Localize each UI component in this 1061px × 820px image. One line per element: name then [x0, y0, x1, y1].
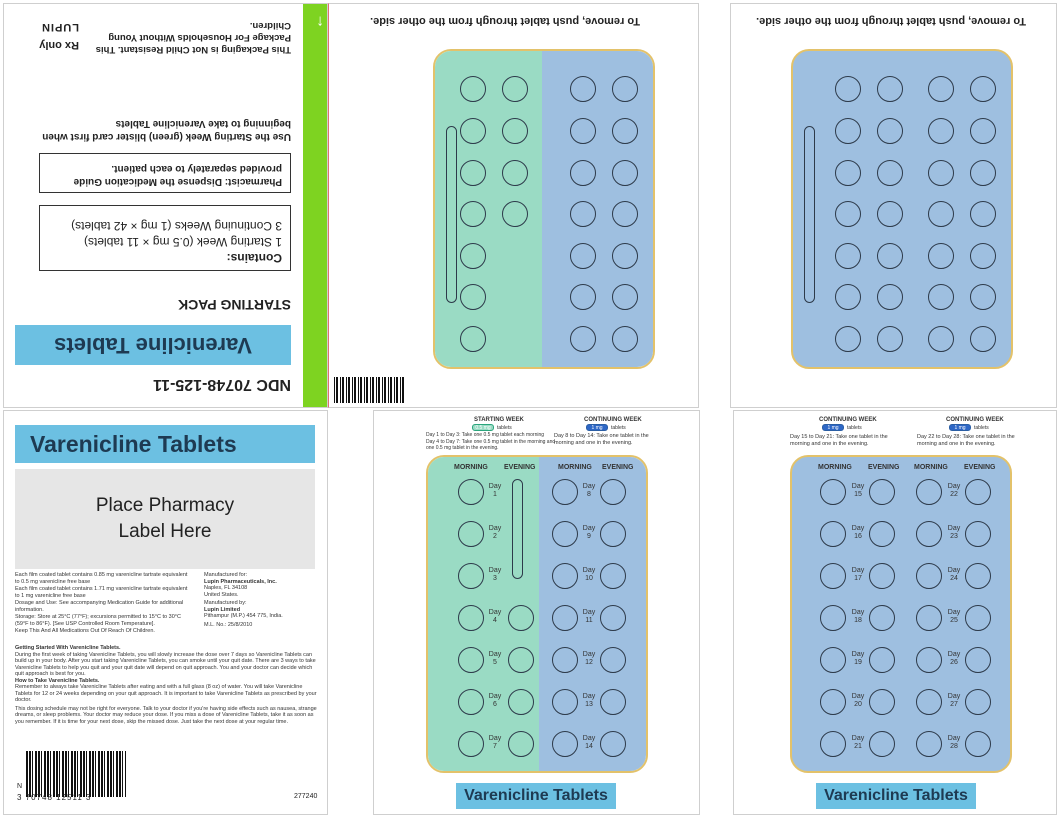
dosage-use: Dosage and Use: See accompanying Medication Guide for additional information. — [15, 600, 184, 613]
morning-pocket-day-22[interactable] — [916, 479, 942, 505]
day-word: Day — [851, 567, 865, 574]
day-label-14 — [578, 735, 600, 751]
blister-pocket[interactable] — [502, 160, 528, 186]
day-word: Day — [488, 567, 502, 574]
continuing-chip-text: 1 mg — [591, 425, 603, 431]
day-number: 1 — [493, 491, 497, 498]
evening-pocket-day-14[interactable] — [600, 731, 626, 757]
upc-barcode — [26, 751, 126, 797]
blister-pocket[interactable] — [612, 243, 638, 269]
day-number: 20 — [854, 701, 862, 708]
pharmacy-label-area — [15, 469, 315, 569]
day-word: Day — [488, 483, 502, 490]
evening-pocket-day-4[interactable] — [508, 605, 534, 631]
blister-pocket[interactable] — [835, 201, 861, 227]
pharmacy-label-text: Place Pharmacy Label Here — [95, 495, 235, 542]
card-footer-title: Varenicline Tablets — [456, 783, 616, 809]
card-back-rotated-1 — [329, 4, 699, 408]
day-word: Day — [947, 735, 961, 742]
morning-label-right: MORNING — [558, 464, 592, 471]
blister-pocket[interactable] — [612, 284, 638, 310]
arrow-icon: ↑ — [316, 13, 324, 30]
getting-started-title: Getting Started With Varenicline Tablets. — [15, 645, 121, 651]
day-word: Day — [851, 735, 865, 742]
blister-pocket[interactable] — [970, 118, 996, 144]
day-word: Day — [851, 609, 865, 616]
day-number: 17 — [854, 575, 862, 582]
mfd-by-label: Manufactured by: — [204, 600, 247, 606]
blister-card-back-1 — [433, 49, 655, 369]
morning-pocket-day-26[interactable] — [916, 647, 942, 673]
morning-pocket-day-25[interactable] — [916, 605, 942, 631]
blister-pocket[interactable] — [970, 76, 996, 102]
evening-label-b: EVENING — [964, 464, 996, 471]
evening-pocket-day-23[interactable] — [965, 521, 991, 547]
carton-back-panel — [3, 410, 328, 815]
morning-pocket-day-27[interactable] — [916, 689, 942, 715]
day-number: 25 — [950, 617, 958, 624]
day-number: 5 — [493, 659, 497, 666]
blister-pocket[interactable] — [612, 326, 638, 352]
back-title-banner: Varenicline Tablets — [15, 425, 315, 463]
day-label-26 — [943, 651, 965, 667]
day-label-3 — [484, 567, 506, 583]
blister-pocket[interactable] — [970, 243, 996, 269]
morning-pocket-day-24[interactable] — [916, 563, 942, 589]
schedule-note: This dosing schedule may not be right for everyone. Talk to your doctor if you're having side effects such as nausea, strange dreams, or sleep problems. Your doctor may reduce your dose. If you miss a dose of Varenicline Tablets, take it as soon as you remember. If it is time for your next dose, skip the missed dose. Just take the next dose at your regular time. — [15, 705, 317, 725]
blister-slot — [446, 126, 457, 303]
evening-pocket-day-11[interactable] — [600, 605, 626, 631]
day-label-7 — [484, 735, 506, 751]
day-label-6 — [484, 693, 506, 709]
continuing-chip — [586, 424, 608, 431]
morning-pocket-day-13[interactable] — [552, 689, 578, 715]
composition-1: Each film coated tablet contains 0.85 mg varenicline tartrate equivalent to 0.5 mg varenicline free base — [15, 572, 188, 585]
day-label-5 — [484, 651, 506, 667]
blister-pocket[interactable] — [612, 76, 638, 102]
card-front-panel-2 — [733, 410, 1057, 815]
blister-pocket[interactable] — [502, 118, 528, 144]
blister-pocket[interactable] — [460, 76, 486, 102]
morning-pocket-day-19[interactable] — [820, 647, 846, 673]
blister-pocket[interactable] — [835, 76, 861, 102]
blister-pocket[interactable] — [835, 118, 861, 144]
morning-pocket-day-16[interactable] — [820, 521, 846, 547]
card-back-rotated-2 — [731, 4, 1057, 408]
day-number: 10 — [585, 575, 593, 582]
barcode-prefix: N — [17, 783, 23, 790]
child-warning: This Packaging is Not Child Resistant. This Package For Households Without Young Children. — [95, 20, 291, 55]
rx-only: Rx only — [39, 39, 79, 51]
day-number: 8 — [587, 491, 591, 498]
blister-pocket[interactable] — [928, 201, 954, 227]
blister-pocket[interactable] — [970, 160, 996, 186]
day-number: 7 — [493, 743, 497, 750]
evening-blank-slot — [512, 479, 523, 579]
day-label-13 — [578, 693, 600, 709]
evening-pocket-day-28[interactable] — [965, 731, 991, 757]
evening-pocket-day-10[interactable] — [600, 563, 626, 589]
day-word: Day — [582, 525, 596, 532]
day-label-21 — [847, 735, 869, 751]
blister-pocket[interactable] — [460, 118, 486, 144]
remove-instruction-2: To remove, push tablet through from the other side. — [756, 15, 1026, 27]
blister-slot — [804, 126, 815, 303]
blister-card-front-1 — [426, 455, 648, 773]
evening-label-a: EVENING — [868, 464, 900, 471]
day-label-16 — [847, 525, 869, 541]
day-word: Day — [488, 525, 502, 532]
blister-pocket[interactable] — [570, 326, 596, 352]
blister-pocket[interactable] — [460, 243, 486, 269]
card-back-panel-1 — [328, 3, 699, 408]
contains-line-1: 1 Starting Week (0.5 mg × 11 tablets) — [84, 235, 282, 249]
day-label-1 — [484, 483, 506, 499]
evening-pocket-day-6[interactable] — [508, 689, 534, 715]
blister-pocket[interactable] — [460, 326, 486, 352]
mfd-by-name: Lupin Limited — [204, 606, 241, 613]
evening-pocket-day-19[interactable] — [869, 647, 895, 673]
day-label-22 — [943, 483, 965, 499]
evening-label-right: EVENING — [602, 464, 634, 471]
morning-pocket-day-28[interactable] — [916, 731, 942, 757]
evening-pocket-day-15[interactable] — [869, 479, 895, 505]
day-number: 6 — [493, 701, 497, 708]
day-number: 23 — [950, 533, 958, 540]
day-label-17 — [847, 567, 869, 583]
card-footer-title-2: Varenicline Tablets — [816, 783, 976, 809]
day-number: 26 — [950, 659, 958, 666]
day-label-20 — [847, 693, 869, 709]
blister-pocket[interactable] — [928, 243, 954, 269]
day-label-23 — [943, 525, 965, 541]
continuing-chip-a-tablets: tablets — [847, 425, 862, 431]
blister-pocket[interactable] — [970, 326, 996, 352]
continuing-chip-a-text: 1 mg — [827, 425, 839, 431]
pack-type: STARTING PACK — [177, 297, 291, 313]
continuing-chip-a — [822, 424, 844, 431]
day-number: 11 — [585, 617, 593, 624]
mfd-by-addr: Pithampur (M.P.) 454 775, India. — [204, 613, 283, 619]
morning-label-left: MORNING — [454, 464, 488, 471]
blister-pocket[interactable] — [460, 160, 486, 186]
continuing-chip-tablets: tablets — [611, 425, 626, 431]
blister-pocket[interactable] — [877, 76, 903, 102]
morning-label-b: MORNING — [914, 464, 948, 471]
evening-pocket-day-5[interactable] — [508, 647, 534, 673]
getting-started-body: During the first week of taking Varenicline Tablets, you will slowly increase the dose over 7 days so Varenicline Tablets can build up in your body. After you start taking Varenicline Tablets, you can smoke until your quit date. There are 3 ways to take Varenicline Tablets to help you quit and your quit date will depend on quit approach. You and your doctor can decide which quit approach is best for you. — [15, 651, 316, 677]
blister-pocket[interactable] — [835, 160, 861, 186]
day-word: Day — [947, 567, 961, 574]
continuing-chip-b-text: 1 mg — [954, 425, 966, 431]
mfd-for-label: Manufactured for: — [204, 572, 248, 578]
usage-instruction: Use the Starting Week (green) blister card first when beginning to take Varenicline Tablets — [42, 118, 291, 142]
morning-pocket-day-10[interactable] — [552, 563, 578, 589]
day-4-7-note: Day 4 to Day 7: Take one 0.5 mg tablet in the morning and one 0.5 mg tablet in the evening. — [426, 439, 556, 451]
day-number: 3 — [493, 575, 497, 582]
blister-pocket[interactable] — [970, 284, 996, 310]
day-label-28 — [943, 735, 965, 751]
starting-chip-tablets: tablets — [497, 425, 512, 431]
day-number: 9 — [587, 533, 591, 540]
day-word: Day — [488, 693, 502, 700]
mfd-for-name: Lupin Pharmaceuticals, Inc. — [204, 578, 277, 585]
blister-pocket[interactable] — [460, 284, 486, 310]
blister-pocket[interactable] — [928, 284, 954, 310]
card-front-panel-1 — [373, 410, 700, 815]
manufacturer-column — [204, 572, 319, 628]
blister-pocket[interactable] — [877, 284, 903, 310]
day-number: 19 — [854, 659, 862, 666]
morning-pocket-day-14[interactable] — [552, 731, 578, 757]
day-number: 13 — [585, 701, 593, 708]
morning-pocket-day-21[interactable] — [820, 731, 846, 757]
blister-pocket[interactable] — [835, 284, 861, 310]
morning-pocket-day-15[interactable] — [820, 479, 846, 505]
evening-pocket-day-20[interactable] — [869, 689, 895, 715]
morning-pocket-day-17[interactable] — [820, 563, 846, 589]
barcode — [332, 377, 404, 403]
day-word: Day — [851, 525, 865, 532]
day-word: Day — [851, 651, 865, 658]
day-word: Day — [947, 693, 961, 700]
day-word: Day — [947, 483, 961, 490]
day-number: 21 — [854, 743, 862, 750]
day-label-15 — [847, 483, 869, 499]
barcode-digits: 3 70748 12511 3 — [17, 793, 92, 802]
day-word: Day — [488, 609, 502, 616]
day-number: 14 — [585, 743, 593, 750]
product-code: 277240 — [294, 793, 318, 800]
evening-pocket-day-22[interactable] — [965, 479, 991, 505]
blister-pocket[interactable] — [877, 243, 903, 269]
product-banner: Varenicline Tablets — [15, 325, 291, 365]
day-word: Day — [582, 651, 596, 658]
how-to-take-body: Remember to always take Varenicline Tablets after eating and with a full glass (8 oz) of water. You will take Varenicline Tablets for 12 or 24 weeks depending on your quit approach. It is important to take Varenicline Tablets as prescribed by your doctor. — [15, 684, 317, 703]
lupin-logo: LUPIN — [41, 21, 79, 33]
day-number: 15 — [854, 491, 862, 498]
evening-pocket-day-18[interactable] — [869, 605, 895, 631]
day-label-19 — [847, 651, 869, 667]
blister-pocket[interactable] — [877, 160, 903, 186]
how-to-take-title: How to Take Varenicline Tablets. — [15, 677, 100, 684]
day-word: Day — [582, 693, 596, 700]
day-word: Day — [488, 735, 502, 742]
day-number: 12 — [585, 659, 593, 666]
contains-title: Contains: — [226, 251, 282, 265]
morning-pocket-day-2[interactable] — [458, 521, 484, 547]
blister-pocket[interactable] — [570, 284, 596, 310]
contains-line-2: 3 Continuing Weeks (1 mg × 42 tablets) — [71, 219, 282, 233]
blister-pocket[interactable] — [460, 201, 486, 227]
day-number: 4 — [493, 617, 497, 624]
blister-pocket[interactable] — [502, 76, 528, 102]
evening-pocket-day-17[interactable] — [869, 563, 895, 589]
blister-pocket[interactable] — [570, 76, 596, 102]
continuing-week-header: CONTINUING WEEK — [584, 417, 642, 423]
starting-week-header: STARTING WEEK — [474, 417, 524, 423]
card-back-panel-2 — [730, 3, 1057, 408]
starting-chip-text: 0.5 mg — [475, 425, 491, 431]
mfd-for-addr-2: United States. — [204, 591, 239, 598]
day-number: 22 — [950, 491, 958, 498]
morning-pocket-day-8[interactable] — [552, 479, 578, 505]
day-label-11 — [578, 609, 600, 625]
blister-pocket[interactable] — [928, 118, 954, 144]
day-label-27 — [943, 693, 965, 709]
blister-pocket[interactable] — [970, 201, 996, 227]
green-strip — [303, 4, 328, 408]
morning-pocket-day-11[interactable] — [552, 605, 578, 631]
morning-pocket-day-20[interactable] — [820, 689, 846, 715]
day-word: Day — [582, 567, 596, 574]
evening-pocket-day-21[interactable] — [869, 731, 895, 757]
morning-pocket-day-9[interactable] — [552, 521, 578, 547]
day-label-25 — [943, 609, 965, 625]
storage: Storage: Store at 25°C (77°F); excursions permitted to 15°C to 30°C (59°F to 86°F). [See USP Controlled Room Temperature]. — [15, 614, 181, 627]
blister-card-back-2 — [791, 49, 1013, 369]
day-number: 2 — [493, 533, 497, 540]
evening-pocket-day-24[interactable] — [965, 563, 991, 589]
day-number: 27 — [950, 701, 958, 708]
day-22-28-note: Day 22 to Day 28: Take one tablet in the morning and one in the evening. — [917, 434, 1015, 447]
morning-pocket-day-23[interactable] — [916, 521, 942, 547]
day-number: 18 — [854, 617, 862, 624]
continuing-chip-b — [949, 424, 971, 431]
day-label-24 — [943, 567, 965, 583]
blister-pocket[interactable] — [612, 160, 638, 186]
day-word: Day — [488, 651, 502, 658]
evening-pocket-day-26[interactable] — [965, 647, 991, 673]
morning-pocket-day-5[interactable] — [458, 647, 484, 673]
starting-chip — [472, 424, 494, 431]
composition-column — [15, 572, 191, 635]
day-label-2 — [484, 525, 506, 541]
continuing-chip-b-tablets: tablets — [974, 425, 989, 431]
continuing-week-header-b: CONTINUING WEEK — [946, 417, 1004, 423]
contains-box — [39, 205, 291, 271]
day-number: 28 — [950, 743, 958, 750]
morning-pocket-day-18[interactable] — [820, 605, 846, 631]
blister-pocket[interactable] — [612, 201, 638, 227]
morning-pocket-day-7[interactable] — [458, 731, 484, 757]
day-label-18 — [847, 609, 869, 625]
day-label-8 — [578, 483, 600, 499]
carton-front-panel — [3, 3, 328, 408]
composition-2: Each film coated tablet contains 1.71 mg varenicline tartrate equivalent to 1 mg varenicline free base — [15, 586, 188, 599]
evening-pocket-day-25[interactable] — [965, 605, 991, 631]
blister-pocket[interactable] — [835, 326, 861, 352]
blister-pocket[interactable] — [835, 243, 861, 269]
mfd-for-addr-1: Naples, FL 34108 — [204, 585, 248, 591]
day-word: Day — [582, 609, 596, 616]
morning-pocket-day-1[interactable] — [458, 479, 484, 505]
ndc-number: NDC 70748-125-11 — [153, 376, 291, 393]
keep-out-of-reach: Keep This And All Medications Out Of Reach Of Children. — [15, 628, 155, 634]
evening-pocket-day-27[interactable] — [965, 689, 991, 715]
day-8-14-note: Day 8 to Day 14: Take one tablet in the morning and one in the evening. — [554, 433, 649, 446]
blister-pocket[interactable] — [570, 160, 596, 186]
blister-card-front-2 — [790, 455, 1012, 773]
day-15-21-note: Day 15 to Day 21: Take one tablet in the morning and one in the evening. — [790, 434, 888, 447]
day-word: Day — [582, 735, 596, 742]
day-word: Day — [947, 651, 961, 658]
blister-pocket[interactable] — [570, 243, 596, 269]
morning-label-a: MORNING — [818, 464, 852, 471]
evening-pocket-day-16[interactable] — [869, 521, 895, 547]
blister-pocket[interactable] — [928, 76, 954, 102]
blister-pocket[interactable] — [570, 201, 596, 227]
carton-front-rotated — [4, 4, 328, 408]
evening-label-left: EVENING — [504, 464, 536, 471]
pharmacist-text: Pharmacist: Dispense the Medication Guide provided separately to each patient. — [73, 163, 282, 187]
evening-pocket-day-7[interactable] — [508, 731, 534, 757]
day-label-4 — [484, 609, 506, 625]
blister-pocket[interactable] — [612, 118, 638, 144]
day-label-9 — [578, 525, 600, 541]
day-label-12 — [578, 651, 600, 667]
morning-pocket-day-12[interactable] — [552, 647, 578, 673]
blister-pocket[interactable] — [877, 118, 903, 144]
instructions-block — [15, 645, 319, 725]
day-word: Day — [851, 483, 865, 490]
day-number: 16 — [854, 533, 862, 540]
blister-pocket[interactable] — [877, 326, 903, 352]
day-word: Day — [947, 609, 961, 616]
day-number: 24 — [950, 575, 958, 582]
blister-pocket[interactable] — [928, 326, 954, 352]
ml-number: M.L. No.: 25/8/2010 — [204, 621, 253, 628]
morning-pocket-day-4[interactable] — [458, 605, 484, 631]
morning-pocket-day-6[interactable] — [458, 689, 484, 715]
day-1-3-note: Day 1 to Day 3: Take one 0.5 mg tablet each morning — [426, 432, 545, 438]
day-word: Day — [947, 525, 961, 532]
evening-pocket-day-12[interactable] — [600, 647, 626, 673]
evening-pocket-day-8[interactable] — [600, 479, 626, 505]
morning-pocket-day-3[interactable] — [458, 563, 484, 589]
continuing-week-header-a: CONTINUING WEEK — [819, 417, 877, 423]
remove-instruction: To remove, push tablet through from the other side. — [370, 15, 640, 27]
blister-pocket[interactable] — [502, 201, 528, 227]
blister-pocket[interactable] — [570, 118, 596, 144]
pharmacist-box — [39, 153, 291, 193]
day-label-10 — [578, 567, 600, 583]
evening-pocket-day-9[interactable] — [600, 521, 626, 547]
blister-pocket[interactable] — [928, 160, 954, 186]
evening-pocket-day-13[interactable] — [600, 689, 626, 715]
day-word: Day — [582, 483, 596, 490]
day-word: Day — [851, 693, 865, 700]
blister-pocket[interactable] — [877, 201, 903, 227]
